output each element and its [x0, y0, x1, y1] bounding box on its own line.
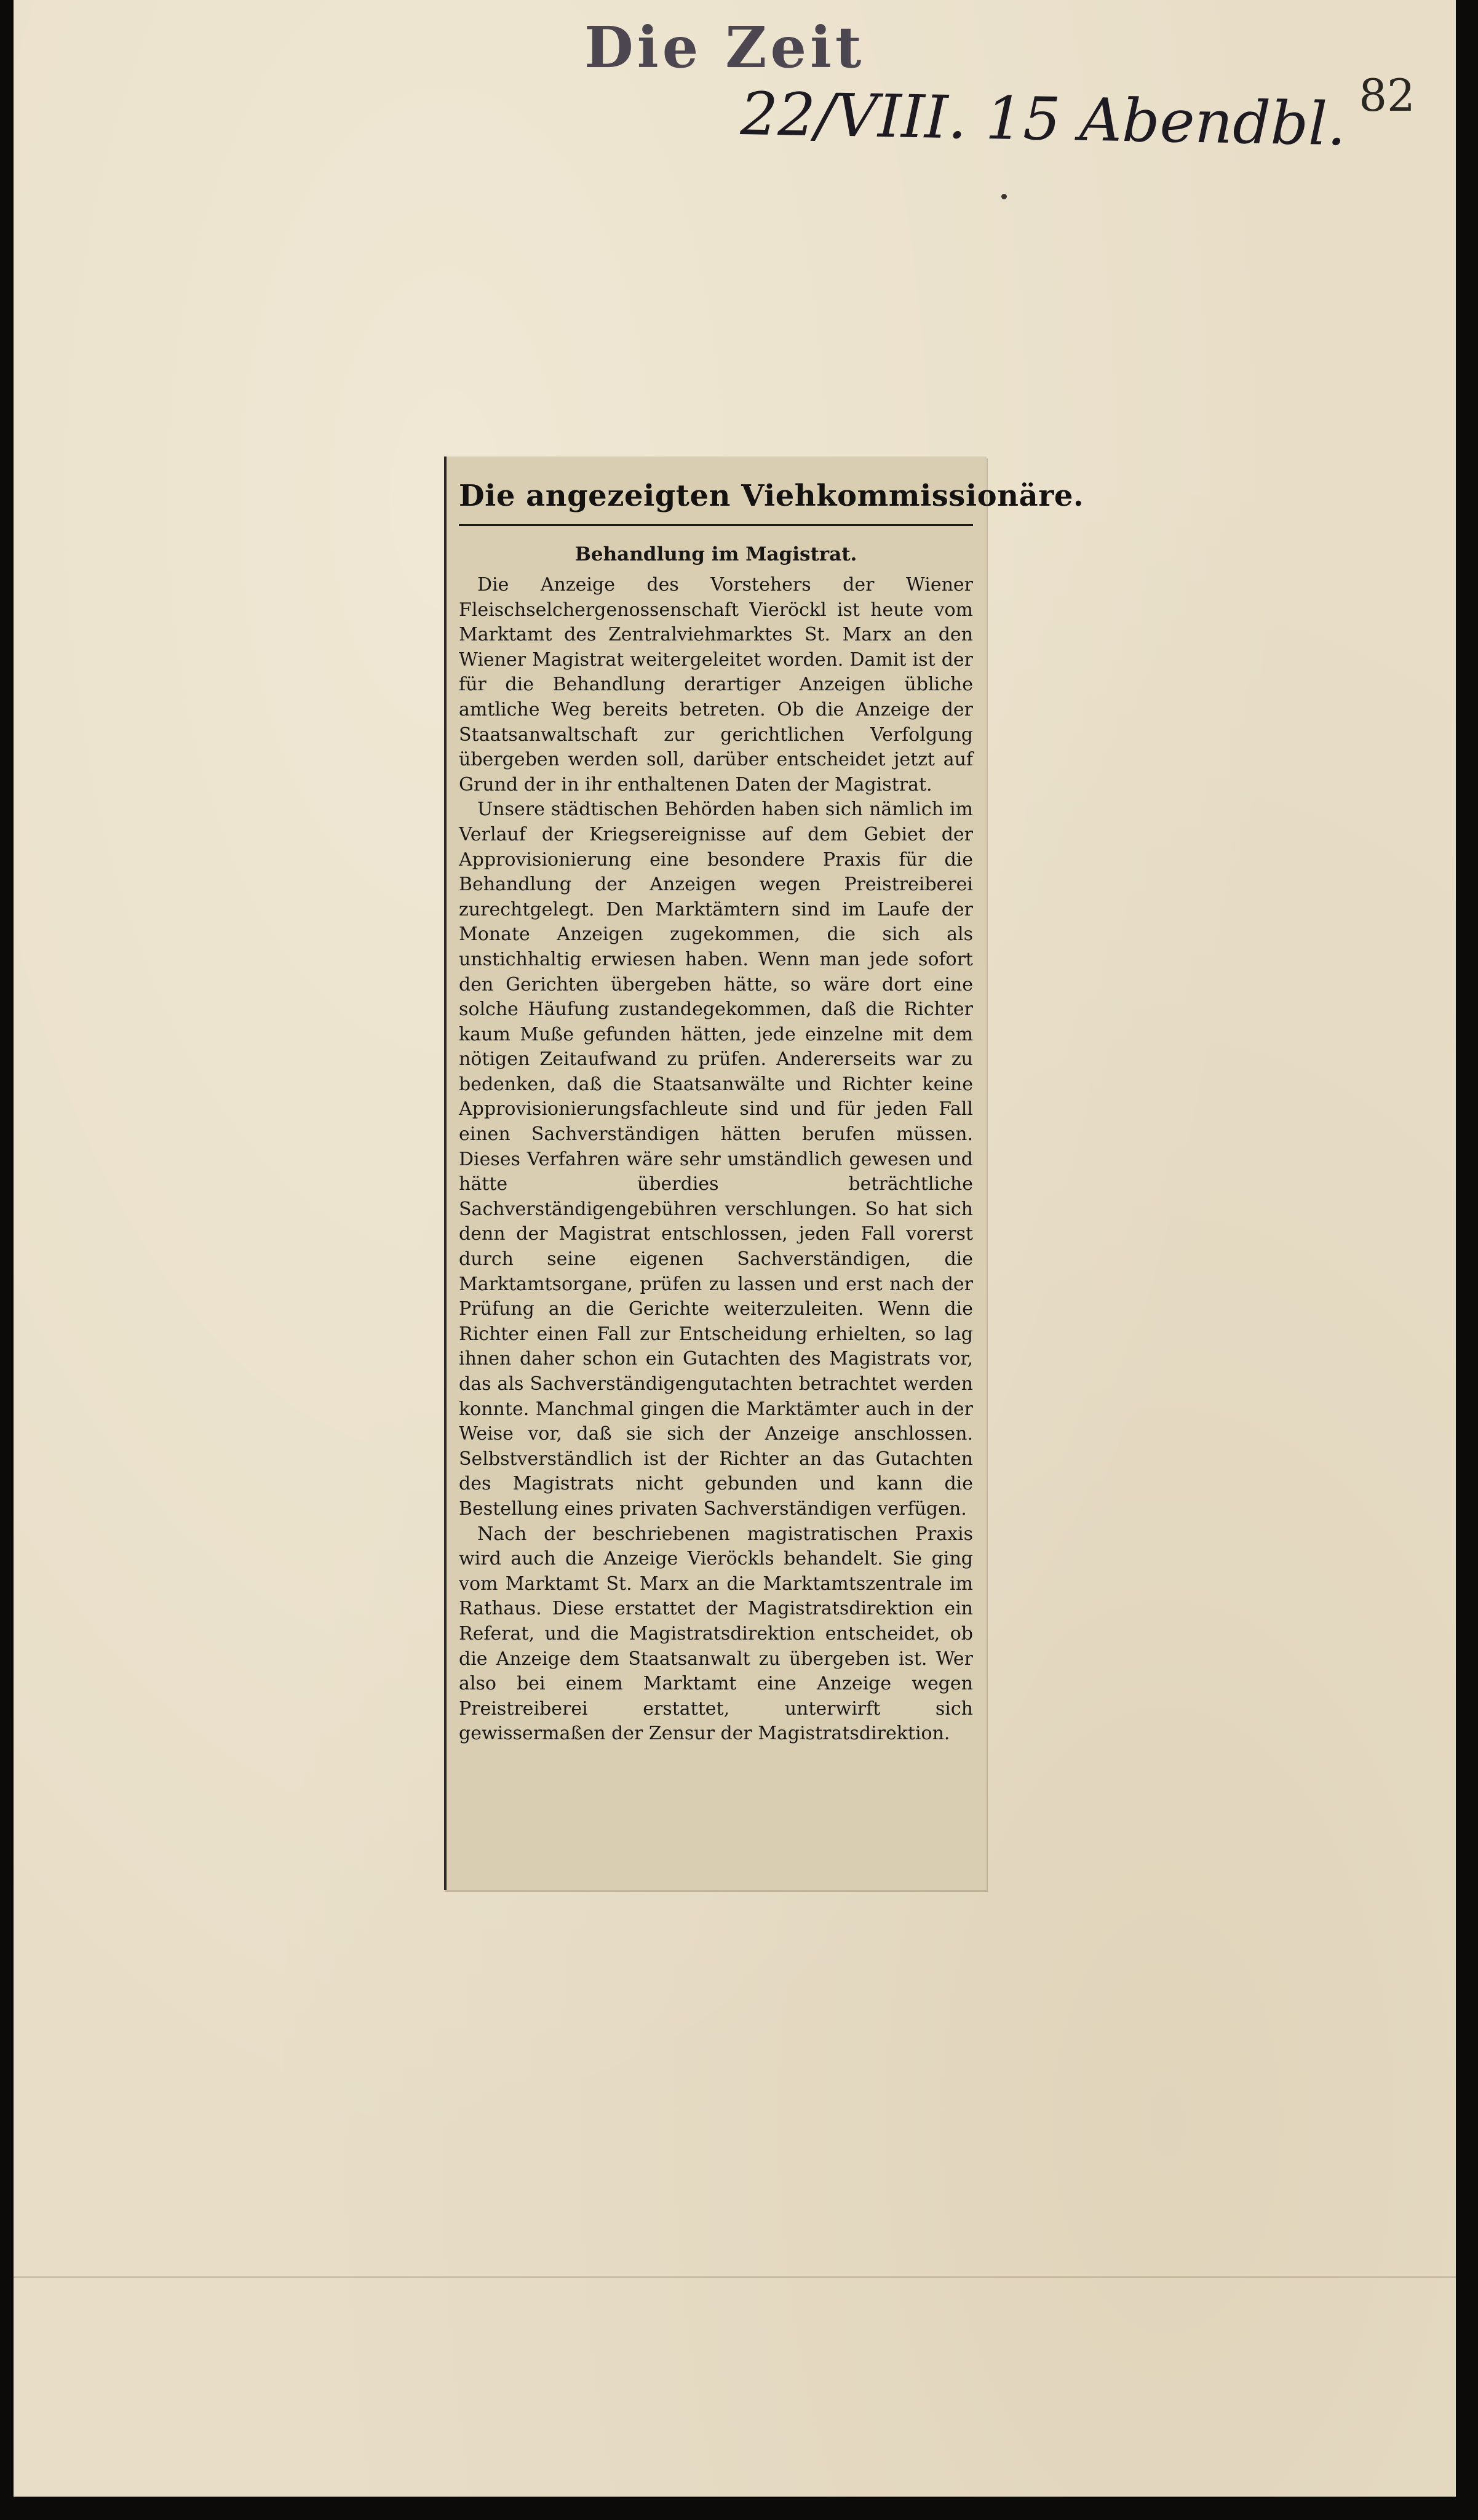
- article-body: [459, 573, 973, 1747]
- headline-rule: [459, 524, 973, 526]
- clipping-left-rule: [444, 457, 447, 1890]
- article-subheadline: Behandlung im Magistrat.: [574, 543, 857, 565]
- newspaper-clipping: [444, 457, 1084, 1890]
- handwritten-date-note: 22/VIII. 15 Abendbl.: [739, 79, 1347, 159]
- newspaper-stamp: Die Zeit: [584, 14, 865, 81]
- article-paragraph: Die Anzeige des Vorstehers der Wiener Fleischselchergenossenschaft Vieröckl ist heute vom Marktamt des Zentralviehmarktes St. Marx an den Wiener Magistrat weitergeleitet worden. Damit ist der für die Behandlung derartiger Anzeigen übliche amtliche Weg bereits betreten. Ob die Anzeige der Staatsanwaltschaft zur gerichtlichen Verfolgung übergeben werden soll, darüber entscheidet jetzt auf Grund der in ihr enthaltenen Daten der Magistrat.: [459, 574, 973, 795]
- article-paragraph: Nach der beschriebenen magistratischen Praxis wird auch die Anzeige Vieröckls behandelt. Sie ging vom Marktamt St. Marx an die Marktamtszentrale im Rathaus. Diese erstattet der Magistratsdirektion ein Referat, und die Magistratsdirektion entscheidet, ob die Anzeige dem Staatsanwalt zu übergeben ist. Wer also bei einem Marktamt eine Anzeige wegen Preistreiberei erstattet, unterwirft sich gewissermaßen der Zensur der Magistratsdirektion.: [459, 1523, 973, 1745]
- article-paragraph: Unsere städtischen Behörden haben sich nämlich im Verlauf der Kriegsereignisse auf dem Gebiet der Approvisionierung eine besondere Praxis für die Behandlung der Anzeigen wegen Preistreiberei zurechtgelegt. Den Marktämtern sind im Laufe der Monate Anzeigen zugekommen, die sich als unstichhaltig erwiesen haben. Wenn man jede sofort den Gerichten übergeben hätte, so wäre dort eine solche Häufung zustandegekommen, daß die Richter kaum Muße gefunden hätten, jede einzelne mit dem nötigen Zeitaufwand zu prüfen. Andererseits war zu bedenken, daß die Staatsanwälte und Richter keine Approvisionierungsfachleute sind und für jeden Fall einen Sachverständigen hätten berufen müssen. Dieses Verfahren wäre sehr umständlich gewesen und hätte überdies beträchtliche Sachverständigengebühren verschlungen. So hat sich denn der Magistrat entschlossen, jeden Fall vorerst durch seine eigenen Sachverständigen, die Marktamtsorgane, prüfen zu lassen und erst nach der Prüfung an die Gerichte weiterzuleiten. Wenn die Richter einen Fall zur Entscheidung erhielten, so lag ihnen daher schon ein Gutachten des Magistrats vor, das als Sachverständigengutachten betrachtet werden konnte. Manchmal gingen die Marktämter auch in der Weise vor, daß sie sich der Anzeige anschlossen. Selbstverständlich ist der Richter an das Gutachten des Magistrats nicht gebunden und kann die Bestellung eines privaten Sachverständigen verfügen.: [459, 799, 973, 1520]
- ink-dot: [1001, 194, 1007, 199]
- sheet-fold-line: [14, 2276, 1456, 2278]
- page-number: 82: [1359, 70, 1415, 121]
- article-headline: Die angezeigten Viehkommissionäre.: [459, 479, 1084, 513]
